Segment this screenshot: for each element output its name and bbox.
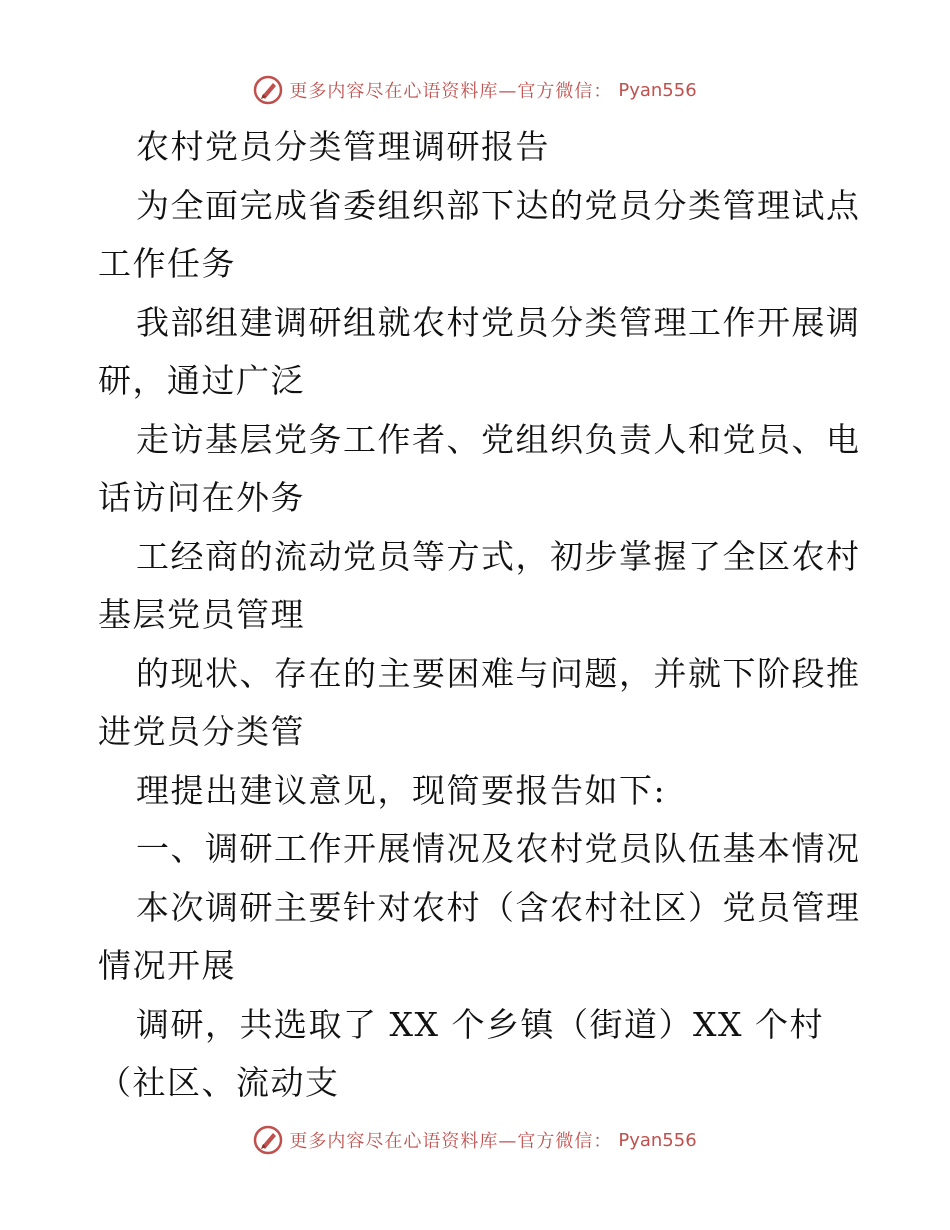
watermark-id: Pyan556 <box>618 1129 697 1151</box>
logo-icon <box>253 75 283 105</box>
paragraph-line: （社区、流动支 <box>98 1063 340 1102</box>
paragraph-line: 理提出建议意见，现简要报告如下: <box>136 770 667 810</box>
paragraph-line: 话访问在外务 <box>98 478 305 517</box>
watermark-header <box>0 75 950 105</box>
paragraph-line: 为全面完成省委组织部下达的党员分类管理试点 <box>136 185 861 225</box>
document-body <box>98 118 861 1113</box>
paragraph-line: 研，通过广泛 <box>98 361 305 400</box>
logo-icon <box>253 1125 283 1155</box>
paragraph-line: 工作任务 <box>98 244 236 283</box>
watermark-text: 更多内容尽在心语资料库—官方微信： <box>289 81 613 102</box>
paragraph-line: 我部组建调研组就农村党员分类管理工作开展调 <box>136 302 861 342</box>
paragraph-line: 本次调研主要针对农村（含农村社区）党员管理 <box>136 887 861 927</box>
paragraph-line: 走访基层党务工作者、党组织负责人和党员、电 <box>136 419 861 459</box>
paragraph-line: 调研，共选取了 XX 个乡镇（街道）XX 个村 <box>136 1004 824 1044</box>
paragraph-line: 进党员分类管 <box>98 712 305 751</box>
paragraph-line: 基层党员管理 <box>98 595 305 634</box>
watermark-text: 更多内容尽在心语资料库—官方微信： <box>289 1131 613 1152</box>
paragraph-line: 的现状、存在的主要困难与问题，并就下阶段推 <box>136 653 861 693</box>
paragraph-line: 情况开展 <box>98 946 236 985</box>
watermark-id: Pyan556 <box>618 79 697 101</box>
watermark-footer <box>0 1125 950 1155</box>
doc-title: 农村党员分类管理调研报告 <box>136 127 550 166</box>
section-heading: 一、调研工作开展情况及农村党员队伍基本情况 <box>136 829 861 868</box>
paragraph-line: 工经商的流动党员等方式，初步掌握了全区农村 <box>136 536 861 576</box>
